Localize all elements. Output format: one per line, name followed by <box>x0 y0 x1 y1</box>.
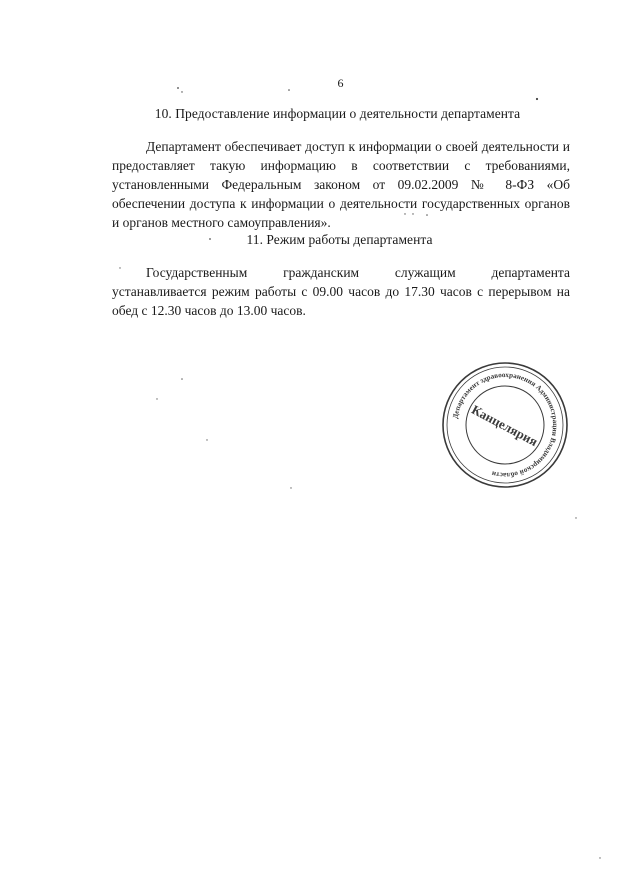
stamp-ring-text: Департамент здравоохранения Администрации Владимирской области <box>451 370 560 480</box>
stamp-center-text: Канцелярия <box>469 401 541 450</box>
section-10-title: 10. Предоставление информации о деятельности департамента <box>154 106 521 121</box>
section-11-title: 11. Режим работы департамента <box>246 232 433 247</box>
section-11-body: Государственным гражданским служащим департамента устанавливается режим работы с 09.00 часов до 17.30 часов с перерывом на обед с 12.30 часов до 13.00 часов. <box>112 265 570 318</box>
office-stamp <box>440 360 570 490</box>
section-10-body: Департамент обеспечивает доступ к информации о своей деятельности и предоставляет такую информацию в соответствии с требованиями, установленными Федеральным законом от 09.02.2009 № 8-ФЗ «Об обеспечении доступа к информации о деятельности государственных органов и органов местного самоуправления». <box>112 139 570 230</box>
page-number: 6 <box>337 76 344 90</box>
